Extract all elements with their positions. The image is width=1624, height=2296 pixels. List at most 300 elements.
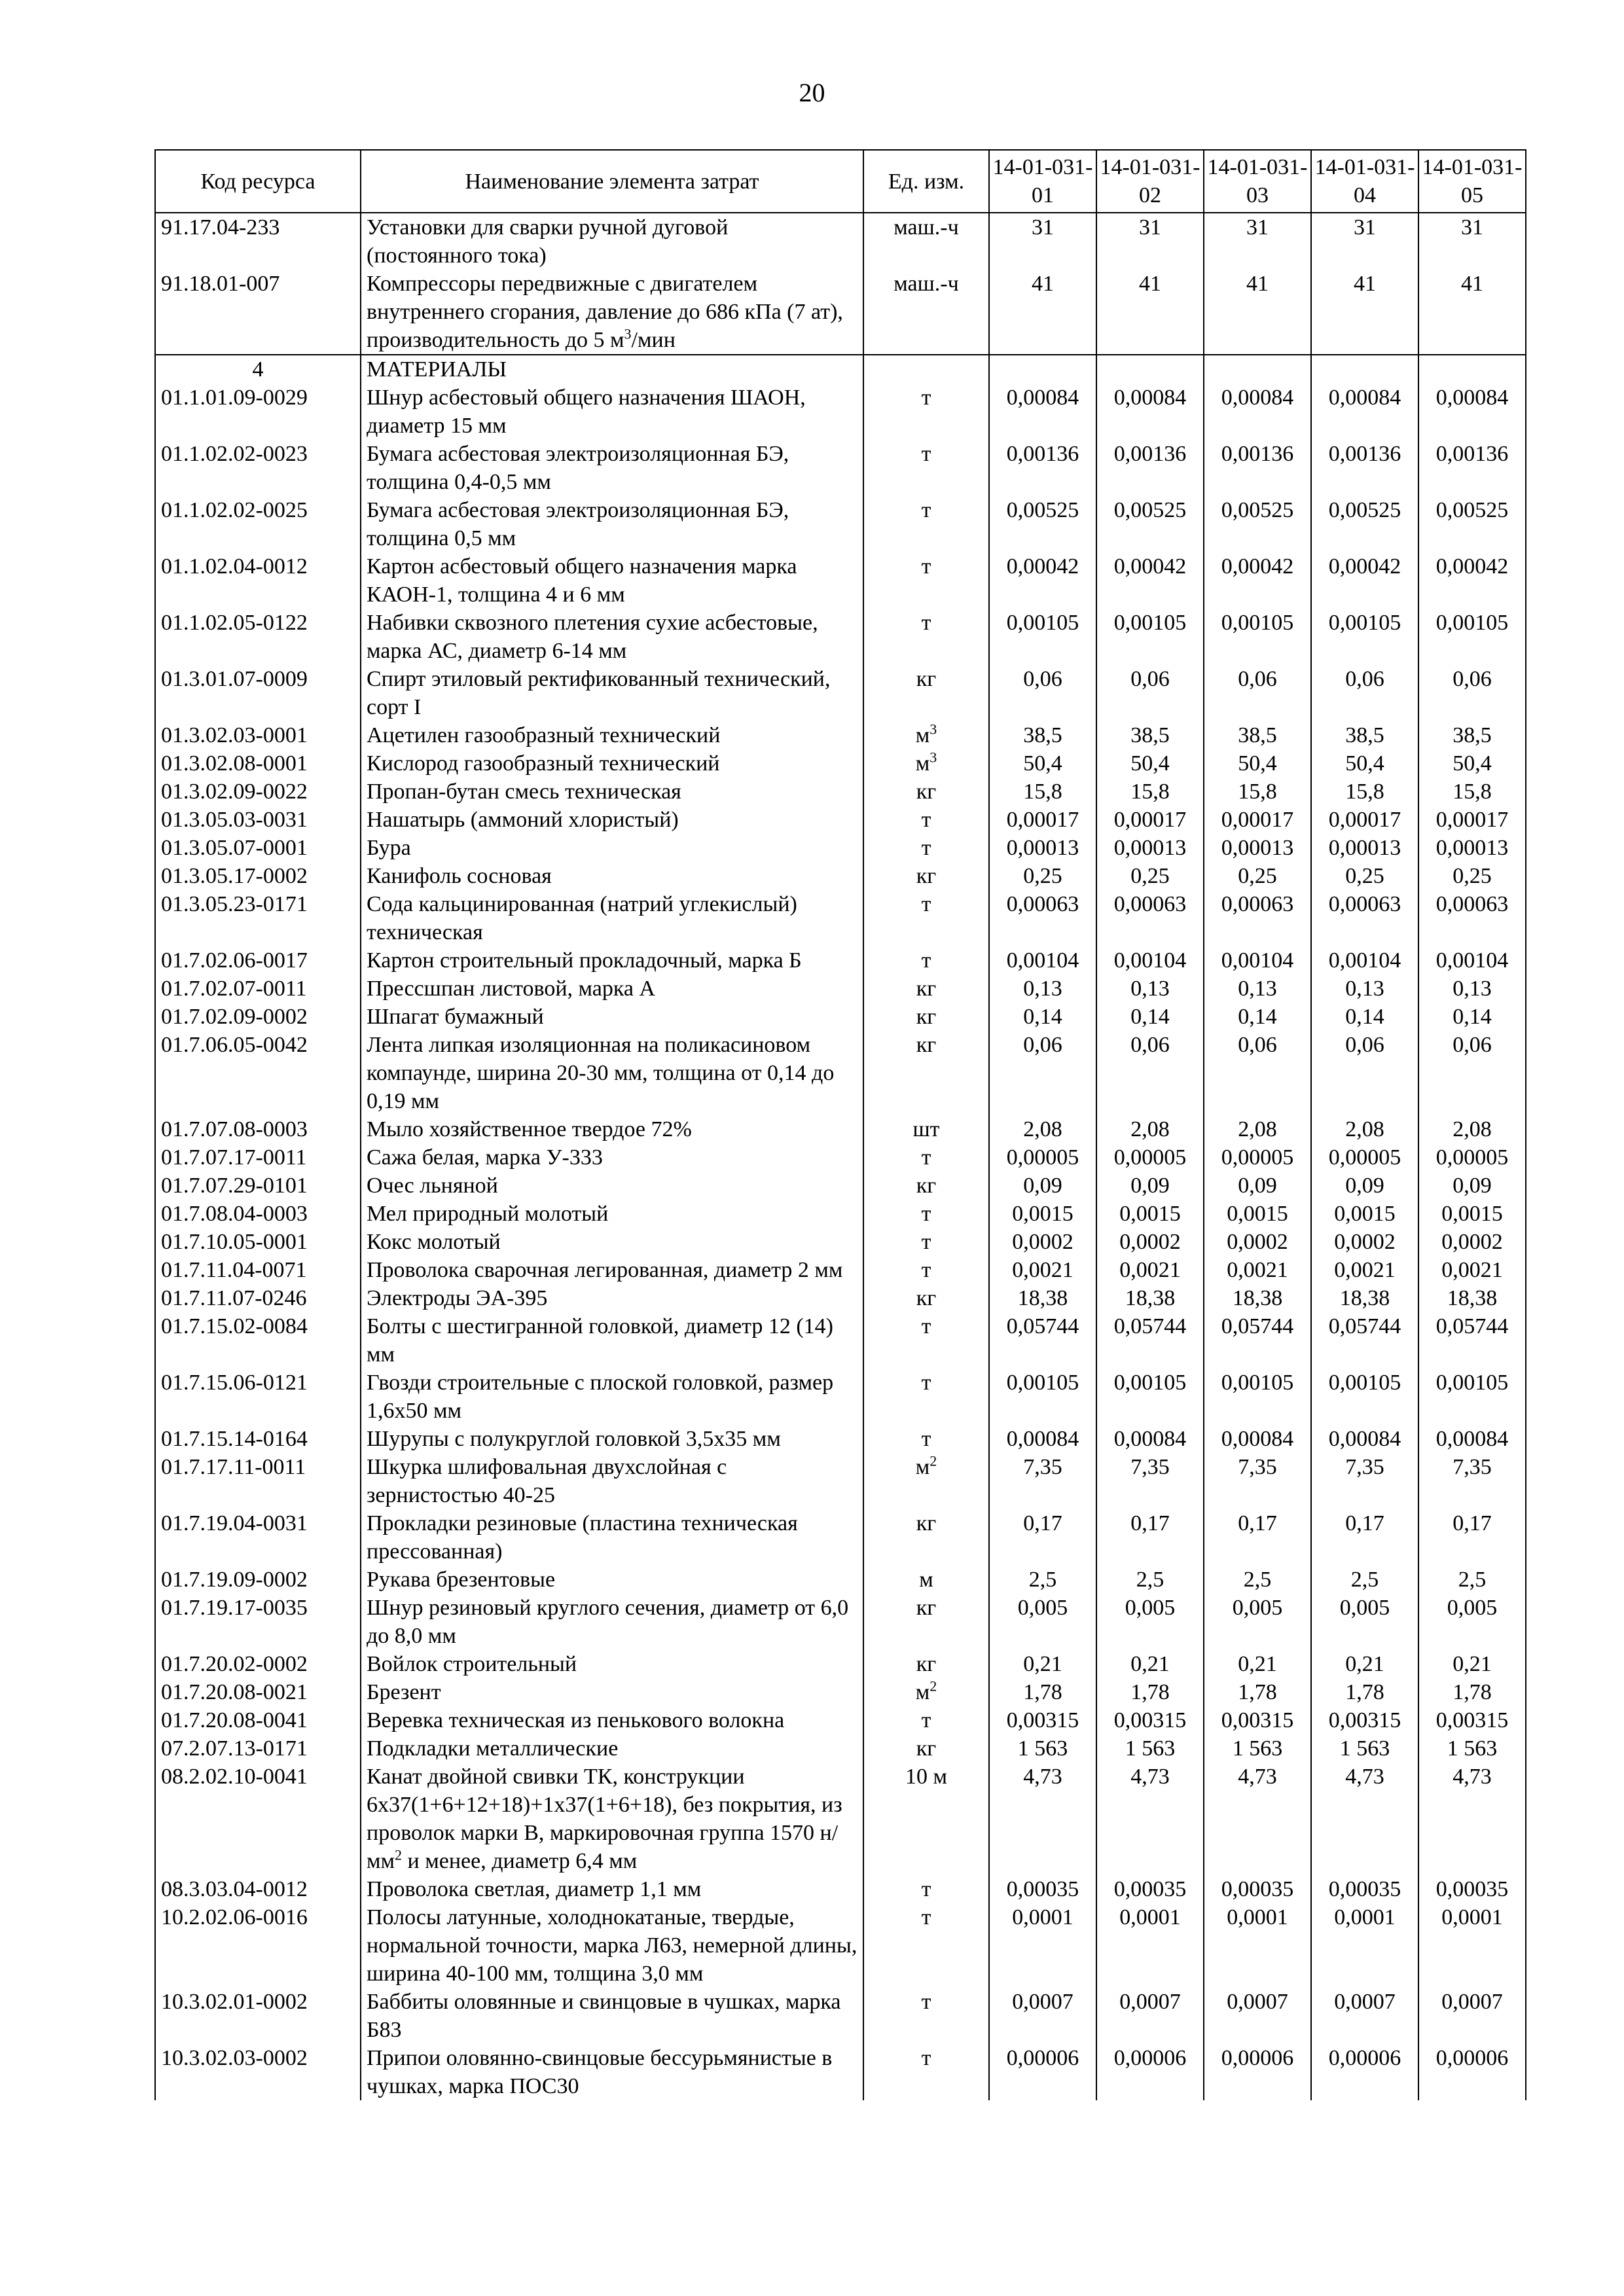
value-col-5: 31 xyxy=(1418,213,1526,270)
resource-code: 01.3.01.07-0009 xyxy=(155,665,361,721)
value-col-4: 1 563 xyxy=(1311,1734,1418,1763)
resource-name: Прокладки резиновые (пластина техническая прессованная) xyxy=(361,1509,863,1566)
value-col-3: 0,00105 xyxy=(1204,1369,1311,1425)
value-col-5: 0,00017 xyxy=(1418,806,1526,834)
value-col-5: 50,4 xyxy=(1418,749,1526,778)
unit-cell: т xyxy=(863,1706,989,1734)
resource-name: Мел природный молотый xyxy=(361,1200,863,1228)
value-col-3: 0,21 xyxy=(1204,1650,1311,1678)
section-row xyxy=(155,355,1526,384)
value-col-4: 31 xyxy=(1311,213,1418,270)
value-col-3: 0,0021 xyxy=(1204,1256,1311,1284)
value-col-4: 0,00315 xyxy=(1311,1706,1418,1734)
resource-code: 01.7.15.06-0121 xyxy=(155,1369,361,1425)
value-col-3: 0,14 xyxy=(1204,1003,1311,1031)
value-col-5: 0,06 xyxy=(1418,665,1526,721)
value-col-2: 0,005 xyxy=(1096,1594,1204,1650)
table-row xyxy=(155,609,1526,665)
resource-code: 01.7.02.09-0002 xyxy=(155,1003,361,1031)
resource-table xyxy=(154,149,1526,2100)
value-col-4: 0,0015 xyxy=(1311,1200,1418,1228)
resource-name: Канат двойной свивки ТК, конструкции 6х37(1+6+12+18)+1х37(1+6+18), без покрытия, из проволок марки В, маркировочная группа 1570 $н/мм^2$ и менее, диаметр 6,4 мм xyxy=(361,1763,863,1875)
resource-code: 01.7.10.05-0001 xyxy=(155,1228,361,1256)
value-col-1: 18,38 xyxy=(989,1284,1096,1312)
value-col-1: 2,5 xyxy=(989,1566,1096,1594)
table-row xyxy=(155,1425,1526,1453)
resource-code: 10.3.02.03-0002 xyxy=(155,2044,361,2100)
value-col-4: 0,00104 xyxy=(1311,946,1418,975)
unit-cell: шт xyxy=(863,1115,989,1143)
unit-cell: кг xyxy=(863,1172,989,1200)
value-col-3: 0,0001 xyxy=(1204,1903,1311,1988)
resource-code: 01.7.20.08-0021 xyxy=(155,1678,361,1706)
table-row xyxy=(155,749,1526,778)
resource-name: Канифоль сосновая xyxy=(361,862,863,890)
unit-cell: т xyxy=(863,806,989,834)
value-col-5: 2,5 xyxy=(1418,1566,1526,1594)
value-col-2: 0,13 xyxy=(1096,975,1204,1003)
value-col-1: 0,00105 xyxy=(989,1369,1096,1425)
value-col-5: 0,14 xyxy=(1418,1003,1526,1031)
resource-code: 01.7.19.09-0002 xyxy=(155,1566,361,1594)
table-row xyxy=(155,975,1526,1003)
table-row xyxy=(155,1003,1526,1031)
unit-cell: кг xyxy=(863,862,989,890)
table-row xyxy=(155,1734,1526,1763)
value-col-2: 0,0021 xyxy=(1096,1256,1204,1284)
resource-code: 01.7.20.02-0002 xyxy=(155,1650,361,1678)
table-row xyxy=(155,721,1526,749)
resource-name: Шнур асбестовый общего назначения ШАОН, диаметр 15 мм xyxy=(361,384,863,440)
resource-name: Установки для сварки ручной дуговой (постоянного тока) xyxy=(361,213,863,270)
resource-code: 01.3.02.08-0001 xyxy=(155,749,361,778)
table-row xyxy=(155,946,1526,975)
table-row xyxy=(155,1988,1526,2044)
value-col-2: 38,5 xyxy=(1096,721,1204,749)
value-col-4: 0,00017 xyxy=(1311,806,1418,834)
resource-code: 4 xyxy=(155,355,361,384)
unit-cell: т xyxy=(863,1903,989,1988)
resource-code: 01.7.15.14-0164 xyxy=(155,1425,361,1453)
header-col-1: 14-01-031-01 xyxy=(989,150,1096,213)
value-col-1: 0,00136 xyxy=(989,440,1096,496)
table-row xyxy=(155,496,1526,552)
value-col-4: 15,8 xyxy=(1311,778,1418,806)
resource-code: 07.2.07.13-0171 xyxy=(155,1734,361,1763)
value-col-4: 0,14 xyxy=(1311,1003,1418,1031)
value-col-1: 0,25 xyxy=(989,862,1096,890)
unit-cell: маш.-ч xyxy=(863,270,989,355)
value-col-4: 0,09 xyxy=(1311,1172,1418,1200)
value-col-2: 2,08 xyxy=(1096,1115,1204,1143)
resource-code: 01.3.02.03-0001 xyxy=(155,721,361,749)
value-col-3: 38,5 xyxy=(1204,721,1311,749)
resource-name: Брезент xyxy=(361,1678,863,1706)
value-col-5: 0,00013 xyxy=(1418,834,1526,862)
resource-code: 01.7.11.04-0071 xyxy=(155,1256,361,1284)
unit-cell: т xyxy=(863,440,989,496)
value-col-1: 0,00315 xyxy=(989,1706,1096,1734)
value-col-3: 18,38 xyxy=(1204,1284,1311,1312)
value-col-4: 0,0007 xyxy=(1311,1988,1418,2044)
value-col-1: 0,13 xyxy=(989,975,1096,1003)
value-col-1: 0,00084 xyxy=(989,384,1096,440)
value-col-2: 0,00136 xyxy=(1096,440,1204,496)
value-col-2: 0,00084 xyxy=(1096,384,1204,440)
unit-cell: кг xyxy=(863,778,989,806)
value-col-2: 0,0007 xyxy=(1096,1988,1204,2044)
value-col-5: 38,5 xyxy=(1418,721,1526,749)
value-col-2: 2,5 xyxy=(1096,1566,1204,1594)
value-col-3: 1,78 xyxy=(1204,1678,1311,1706)
value-col-1: 0,0015 xyxy=(989,1200,1096,1228)
value-col-4: 0,00035 xyxy=(1311,1875,1418,1903)
value-col-4: 0,00013 xyxy=(1311,834,1418,862)
value-col-4: 0,0021 xyxy=(1311,1256,1418,1284)
value-col-5: 0,00084 xyxy=(1418,1425,1526,1453)
value-col-3: 0,00105 xyxy=(1204,609,1311,665)
resource-name: Шкурка шлифовальная двухслойная с зернистостью 40-25 xyxy=(361,1453,863,1509)
resource-code: 10.3.02.01-0002 xyxy=(155,1988,361,2044)
unit-cell: т xyxy=(863,1143,989,1172)
resource-name: Картон асбестовый общего назначения марка КАОН-1, толщина 4 и 6 мм xyxy=(361,552,863,609)
table-row xyxy=(155,665,1526,721)
value-col-2: 0,14 xyxy=(1096,1003,1204,1031)
value-col-5: 0,0021 xyxy=(1418,1256,1526,1284)
resource-code: 01.1.02.05-0122 xyxy=(155,609,361,665)
table-row xyxy=(155,440,1526,496)
value-col-4: 0,00084 xyxy=(1311,1425,1418,1453)
resource-name: Подкладки металлические xyxy=(361,1734,863,1763)
value-col-4: 0,05744 xyxy=(1311,1312,1418,1369)
table-row xyxy=(155,1706,1526,1734)
value-col-1: 0,00035 xyxy=(989,1875,1096,1903)
resource-name: Проволока сварочная легированная, диаметр 2 мм xyxy=(361,1256,863,1284)
value-col-5: 18,38 xyxy=(1418,1284,1526,1312)
value-col-4: 18,38 xyxy=(1311,1284,1418,1312)
value-col-2: 7,35 xyxy=(1096,1453,1204,1509)
resource-name: Шурупы с полукруглой головкой 3,5х35 мм xyxy=(361,1425,863,1453)
table-row xyxy=(155,890,1526,946)
resource-code: 91.18.01-007 xyxy=(155,270,361,355)
value-col-2: 0,05744 xyxy=(1096,1312,1204,1369)
unit-cell: т xyxy=(863,890,989,946)
value-col-1: 0,00063 xyxy=(989,890,1096,946)
resource-name: Ацетилен газообразный технический xyxy=(361,721,863,749)
value-col-4 xyxy=(1311,355,1418,384)
header-col-4: 14-01-031-04 xyxy=(1311,150,1418,213)
resource-name: Кислород газообразный технический xyxy=(361,749,863,778)
table-row xyxy=(155,1875,1526,1903)
resource-name: Войлок строительный xyxy=(361,1650,863,1678)
value-col-2: 41 xyxy=(1096,270,1204,355)
value-col-4: 0,17 xyxy=(1311,1509,1418,1566)
value-col-1: 0,14 xyxy=(989,1003,1096,1031)
value-col-3: 0,00013 xyxy=(1204,834,1311,862)
value-col-3: 0,25 xyxy=(1204,862,1311,890)
value-col-1: 0,00084 xyxy=(989,1425,1096,1453)
value-col-5: 2,08 xyxy=(1418,1115,1526,1143)
resource-name: Лента липкая изоляционная на поликасиновом компаунде, ширина 20-30 мм, толщина от 0,14 до 0,19 мм xyxy=(361,1031,863,1115)
value-col-1: 0,00525 xyxy=(989,496,1096,552)
table-header-row xyxy=(155,150,1526,213)
resource-code: 01.7.17.11-0011 xyxy=(155,1453,361,1509)
value-col-5: 0,00063 xyxy=(1418,890,1526,946)
value-col-2: 0,00063 xyxy=(1096,890,1204,946)
resource-name: Рукава брезентовые xyxy=(361,1566,863,1594)
resource-code: 01.3.05.03-0031 xyxy=(155,806,361,834)
value-col-4: 0,0001 xyxy=(1311,1903,1418,1988)
value-col-4: 0,00084 xyxy=(1311,384,1418,440)
unit-cell: т xyxy=(863,1256,989,1284)
value-col-3: 0,005 xyxy=(1204,1594,1311,1650)
resource-code: 01.7.15.02-0084 xyxy=(155,1312,361,1369)
table-row xyxy=(155,1509,1526,1566)
value-col-2: 0,00105 xyxy=(1096,609,1204,665)
unit-cell: кг xyxy=(863,1734,989,1763)
value-col-3: 0,00017 xyxy=(1204,806,1311,834)
value-col-2: 15,8 xyxy=(1096,778,1204,806)
table-row xyxy=(155,1031,1526,1115)
value-col-1: 38,5 xyxy=(989,721,1096,749)
resource-name: Сода кальцинированная (натрий углекислый) техническая xyxy=(361,890,863,946)
resource-name: Бумага асбестовая электроизоляционная БЭ, толщина 0,5 мм xyxy=(361,496,863,552)
value-col-3: 0,0007 xyxy=(1204,1988,1311,2044)
value-col-3: 0,00063 xyxy=(1204,890,1311,946)
unit-cell: кг xyxy=(863,975,989,1003)
value-col-1: 1 563 xyxy=(989,1734,1096,1763)
table-row xyxy=(155,1678,1526,1706)
value-col-2: 31 xyxy=(1096,213,1204,270)
value-col-1: 1,78 xyxy=(989,1678,1096,1706)
table-row xyxy=(155,1143,1526,1172)
table-row xyxy=(155,1200,1526,1228)
value-col-1: 0,00005 xyxy=(989,1143,1096,1172)
value-col-1: 0,00104 xyxy=(989,946,1096,975)
value-col-1: 0,06 xyxy=(989,665,1096,721)
value-col-1: 31 xyxy=(989,213,1096,270)
value-col-5: 0,0002 xyxy=(1418,1228,1526,1256)
value-col-1: 0,0007 xyxy=(989,1988,1096,2044)
value-col-3: 0,0002 xyxy=(1204,1228,1311,1256)
unit-cell: т xyxy=(863,1875,989,1903)
value-col-5: 0,00005 xyxy=(1418,1143,1526,1172)
value-col-2: 50,4 xyxy=(1096,749,1204,778)
value-col-2: 1 563 xyxy=(1096,1734,1204,1763)
value-col-5: 0,00105 xyxy=(1418,609,1526,665)
resource-code: 01.7.07.29-0101 xyxy=(155,1172,361,1200)
unit-cell: $м^3$ xyxy=(863,749,989,778)
value-col-4: 2,5 xyxy=(1311,1566,1418,1594)
value-col-3: 0,00035 xyxy=(1204,1875,1311,1903)
unit-cell: $м^3$ xyxy=(863,721,989,749)
resource-name: Полосы латунные, холоднокатаные, твердые, нормальной точности, марка Л63, немерной длины, ширина 40-100 мм, толщина 3,0 мм xyxy=(361,1903,863,1988)
unit-cell xyxy=(863,355,989,384)
value-col-1: 0,00105 xyxy=(989,609,1096,665)
value-col-5: 0,00084 xyxy=(1418,384,1526,440)
value-col-3: 4,73 xyxy=(1204,1763,1311,1875)
resource-name: Компрессоры передвижные с двигателем внутреннего сгорания, давление до 686 кПа (7 ат), производительность до 5 $м^3$/мин xyxy=(361,270,863,355)
value-col-4: 0,00105 xyxy=(1311,1369,1418,1425)
value-col-1: 15,8 xyxy=(989,778,1096,806)
resource-name: Бумага асбестовая электроизоляционная БЭ, толщина 0,4-0,5 мм xyxy=(361,440,863,496)
value-col-2: 0,0015 xyxy=(1096,1200,1204,1228)
value-col-3: 15,8 xyxy=(1204,778,1311,806)
value-col-4: 0,00136 xyxy=(1311,440,1418,496)
value-col-2: 0,00104 xyxy=(1096,946,1204,975)
unit-cell: кг xyxy=(863,1284,989,1312)
resource-code: 10.2.02.06-0016 xyxy=(155,1903,361,1988)
value-col-5: 1,78 xyxy=(1418,1678,1526,1706)
resource-code: 01.7.11.07-0246 xyxy=(155,1284,361,1312)
header-name: Наименование элемента затрат xyxy=(361,150,863,213)
resource-name: Спирт этиловый ректификованный технический, сорт I xyxy=(361,665,863,721)
table-row xyxy=(155,778,1526,806)
unit-cell: кг xyxy=(863,1594,989,1650)
table-row xyxy=(155,1115,1526,1143)
unit-cell: т xyxy=(863,946,989,975)
value-col-2: 0,00105 xyxy=(1096,1369,1204,1425)
value-col-3: 50,4 xyxy=(1204,749,1311,778)
table-row xyxy=(155,270,1526,355)
unit-cell: кг xyxy=(863,1509,989,1566)
header-code: Код ресурса xyxy=(155,150,361,213)
value-col-3: 0,06 xyxy=(1204,665,1311,721)
value-col-4: 0,00525 xyxy=(1311,496,1418,552)
unit-cell: т xyxy=(863,1988,989,2044)
value-col-3: 0,00104 xyxy=(1204,946,1311,975)
value-col-3: 0,00005 xyxy=(1204,1143,1311,1172)
resource-name: Картон строительный прокладочный, марка Б xyxy=(361,946,863,975)
value-col-5: 0,17 xyxy=(1418,1509,1526,1566)
value-col-2: 0,00525 xyxy=(1096,496,1204,552)
value-col-2: 0,00006 xyxy=(1096,2044,1204,2100)
value-col-5: 0,25 xyxy=(1418,862,1526,890)
value-col-4: 1,78 xyxy=(1311,1678,1418,1706)
value-col-1: 0,00042 xyxy=(989,552,1096,609)
value-col-5: 41 xyxy=(1418,270,1526,355)
value-col-1: 7,35 xyxy=(989,1453,1096,1509)
unit-cell: т xyxy=(863,384,989,440)
table-row xyxy=(155,1312,1526,1369)
value-col-4: 50,4 xyxy=(1311,749,1418,778)
resource-code: 01.7.19.17-0035 xyxy=(155,1594,361,1650)
value-col-4: 0,005 xyxy=(1311,1594,1418,1650)
value-col-2: 0,00017 xyxy=(1096,806,1204,834)
value-col-5: 0,00105 xyxy=(1418,1369,1526,1425)
value-col-1: 0,0002 xyxy=(989,1228,1096,1256)
value-col-5: 0,00104 xyxy=(1418,946,1526,975)
table-row xyxy=(155,1172,1526,1200)
value-col-3: 31 xyxy=(1204,213,1311,270)
resource-name: Мыло хозяйственное твердое 72% xyxy=(361,1115,863,1143)
unit-cell: т xyxy=(863,2044,989,2100)
table-row xyxy=(155,1903,1526,1988)
value-col-1: 2,08 xyxy=(989,1115,1096,1143)
value-col-3: 0,00084 xyxy=(1204,1425,1311,1453)
value-col-2 xyxy=(1096,355,1204,384)
value-col-4: 38,5 xyxy=(1311,721,1418,749)
value-col-4: 4,73 xyxy=(1311,1763,1418,1875)
value-col-3: 2,5 xyxy=(1204,1566,1311,1594)
unit-cell: т xyxy=(863,834,989,862)
table-row xyxy=(155,2044,1526,2100)
value-col-2: 0,0001 xyxy=(1096,1903,1204,1988)
table-row xyxy=(155,1763,1526,1875)
unit-cell: кг xyxy=(863,1031,989,1115)
value-col-1: 0,21 xyxy=(989,1650,1096,1678)
table-row xyxy=(155,834,1526,862)
value-col-3: 0,0015 xyxy=(1204,1200,1311,1228)
value-col-5: 0,13 xyxy=(1418,975,1526,1003)
value-col-3: 2,08 xyxy=(1204,1115,1311,1143)
value-col-5: 0,09 xyxy=(1418,1172,1526,1200)
resource-name: МАТЕРИАЛЫ xyxy=(361,355,863,384)
value-col-1: 0,09 xyxy=(989,1172,1096,1200)
value-col-5: 0,00042 xyxy=(1418,552,1526,609)
value-col-2: 0,0002 xyxy=(1096,1228,1204,1256)
value-col-3: 0,06 xyxy=(1204,1031,1311,1115)
resource-code: 01.7.06.05-0042 xyxy=(155,1031,361,1115)
page-number: 20 xyxy=(799,78,825,107)
value-col-4: 41 xyxy=(1311,270,1418,355)
value-col-2: 0,09 xyxy=(1096,1172,1204,1200)
value-col-2: 0,06 xyxy=(1096,665,1204,721)
unit-cell: т xyxy=(863,609,989,665)
value-col-4: 0,00005 xyxy=(1311,1143,1418,1172)
table-row xyxy=(155,1594,1526,1650)
value-col-5: 0,06 xyxy=(1418,1031,1526,1115)
unit-cell: т xyxy=(863,1228,989,1256)
resource-code: 01.1.02.04-0012 xyxy=(155,552,361,609)
value-col-1: 0,005 xyxy=(989,1594,1096,1650)
value-col-4: 0,0002 xyxy=(1311,1228,1418,1256)
value-col-4: 0,25 xyxy=(1311,862,1418,890)
value-col-5: 0,00035 xyxy=(1418,1875,1526,1903)
value-col-2: 0,00315 xyxy=(1096,1706,1204,1734)
value-col-3 xyxy=(1204,355,1311,384)
header-unit: Ед. изм. xyxy=(863,150,989,213)
resource-code: 01.7.07.17-0011 xyxy=(155,1143,361,1172)
value-col-5: 15,8 xyxy=(1418,778,1526,806)
value-col-5: 7,35 xyxy=(1418,1453,1526,1509)
resource-code: 01.7.02.07-0011 xyxy=(155,975,361,1003)
header-col-2: 14-01-031-02 xyxy=(1096,150,1204,213)
resource-code: 08.2.02.10-0041 xyxy=(155,1763,361,1875)
resource-code: 01.1.02.02-0025 xyxy=(155,496,361,552)
value-col-5: 0,0015 xyxy=(1418,1200,1526,1228)
value-col-4: 2,08 xyxy=(1311,1115,1418,1143)
value-col-2: 0,00035 xyxy=(1096,1875,1204,1903)
value-col-2: 0,00013 xyxy=(1096,834,1204,862)
value-col-3: 0,00084 xyxy=(1204,384,1311,440)
value-col-4: 0,06 xyxy=(1311,1031,1418,1115)
value-col-3: 0,09 xyxy=(1204,1172,1311,1200)
resource-code: 01.3.05.17-0002 xyxy=(155,862,361,890)
value-col-1: 50,4 xyxy=(989,749,1096,778)
value-col-3: 0,17 xyxy=(1204,1509,1311,1566)
value-col-2: 1,78 xyxy=(1096,1678,1204,1706)
resource-name: Припои оловянно-свинцовые бессурьмянистые в чушках, марка ПОС30 xyxy=(361,2044,863,2100)
value-col-3: 0,00006 xyxy=(1204,2044,1311,2100)
table-row xyxy=(155,1256,1526,1284)
unit-cell: т xyxy=(863,1200,989,1228)
resource-name: Электроды ЭА-395 xyxy=(361,1284,863,1312)
resource-name: Набивки сквозного плетения сухие асбестовые, марка АС, диаметр 6-14 мм xyxy=(361,609,863,665)
unit-cell: т xyxy=(863,1312,989,1369)
value-col-4: 0,00006 xyxy=(1311,2044,1418,2100)
value-col-3: 0,00315 xyxy=(1204,1706,1311,1734)
